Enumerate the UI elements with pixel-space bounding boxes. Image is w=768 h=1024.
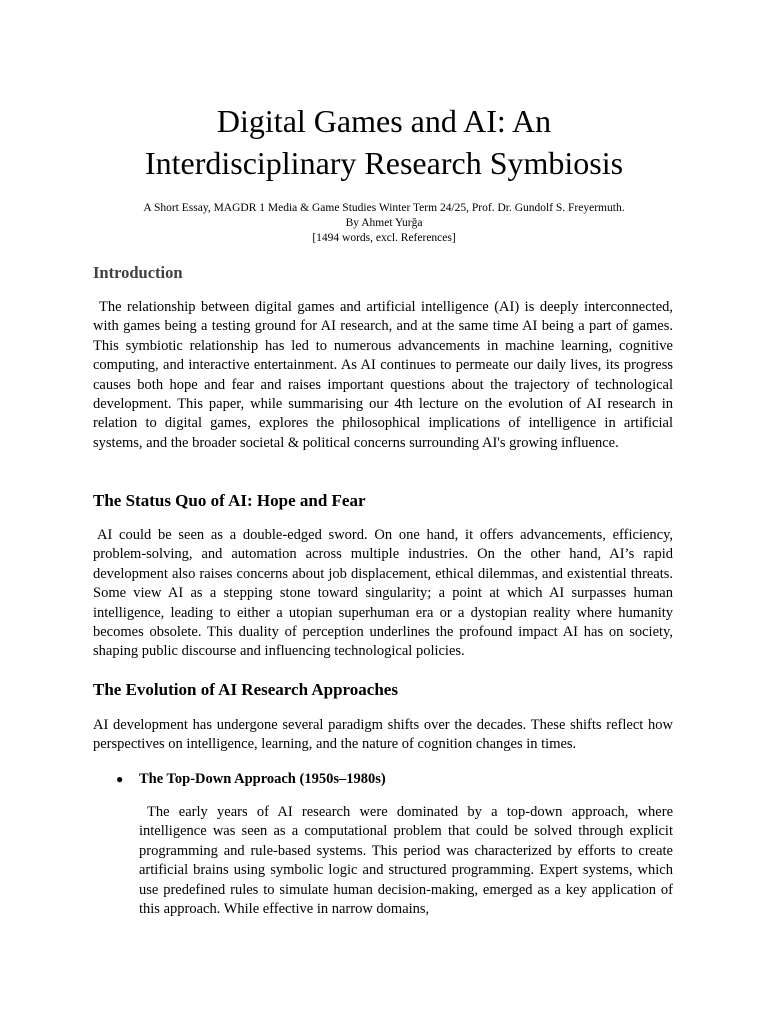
bullet-dot-icon: ● (116, 772, 124, 786)
heading-introduction: Introduction (93, 263, 183, 282)
paragraph-introduction: The relationship between digital games and artificial intelligence (AI) is deeply interconnected, with games being a testing ground for AI research, and at the same time AI being a part of games. This symbiotic relationship has led to numerous advancements in machine learning, cognitive computing, and interactive entertainment. As AI continues to permeate our daily lives, its progress causes both hope and fear and raises important questions about the trajectory of technological development. This paper, while summarising our 4th lecture on the evolution of AI research in relation to digital games, explores the philosophical implications of intelligence in artificial systems, and the broader societal & political concerns surrounding AI's growing influence. (93, 299, 673, 451)
word-count: [1494 words, excl. References] (312, 232, 456, 244)
title-line-2: Interdisciplinary Research Symbiosis (144, 145, 624, 181)
paragraph-top-down: The early years of AI research were dominated by a top-down approach, where intelligence was seen as a computational problem that could be solved through explicit programming and rule-based systems. This period was characterized by efforts to create artificial brains using symbolic logic and structured programming. Expert systems, which use predefined rules to simulate human decision-making, emerged as a key application of this approach. While effective in narrow domains, (139, 804, 673, 918)
paragraph-status-quo: AI could be seen as a double-edged sword. On one hand, it offers advancements, efficiency, problem-solving, and automation across multiple industries. On the other hand, AI’s rapid development also raises concerns about job displacement, ethical dilemmas, and existential threats. Some view AI as a stepping stone toward singularity; a point at which AI surpasses human intelligence, leading to either a utopian superhuman era or a dystopian reality where humanity becomes obsolete. This duality of perception underlines the profound impact AI has on society, shaping public discourse and influencing technological policies. (93, 527, 673, 660)
bullet-label: The Top-Down Approach (1950s–1980s) (139, 771, 386, 787)
heading-status-quo: The Status Quo of AI: Hope and Fear (93, 491, 366, 510)
title-line-1: Digital Games and AI: An (216, 103, 552, 139)
document-title (0, 100, 768, 184)
author-line: By Ahmet Yurğa (345, 217, 423, 229)
paragraph-evolution: AI development has undergone several paradigm shifts over the decades. These shifts reflect how perspectives on intelligence, learning, and the nature of cognition changes in times. (93, 717, 673, 753)
heading-evolution: The Evolution of AI Research Approaches (93, 680, 398, 699)
course-info: A Short Essay, MAGDR 1 Media & Game Studies Winter Term 24/25, Prof. Dr. Gundolf S. Freyermuth. (143, 202, 625, 214)
document-meta (0, 201, 768, 246)
